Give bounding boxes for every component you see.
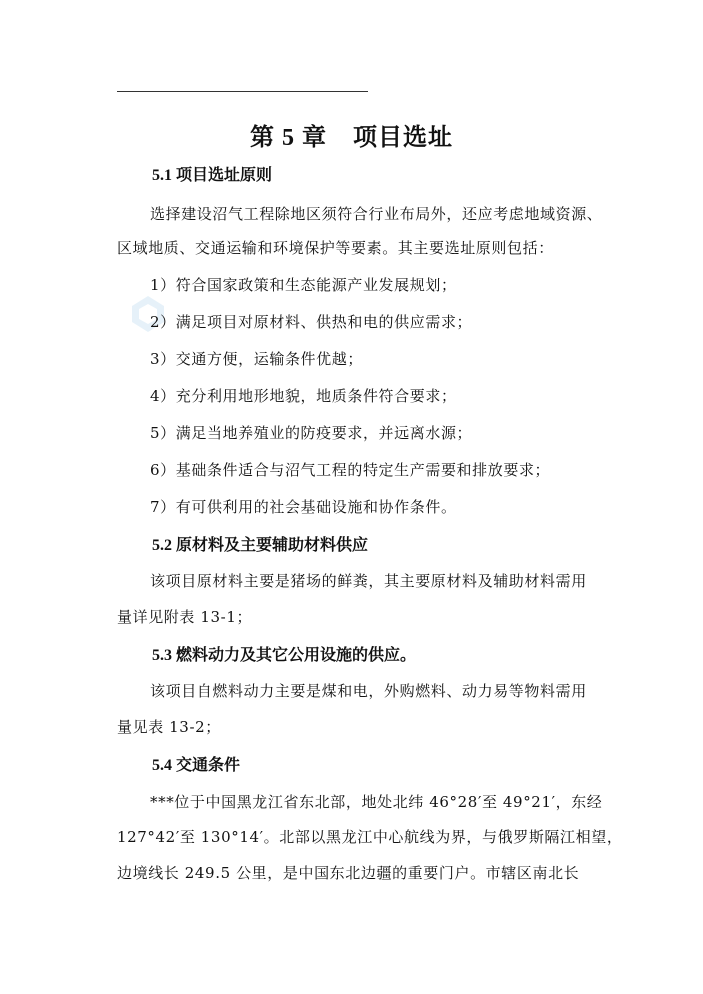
- chapter-title: [0, 117, 703, 152]
- section-5-4-line-2: 127°42′至 130°14′。北部以黑龙江中心航线为界，与俄罗斯隔江相望，: [117, 828, 623, 846]
- principle-item: 4）充分利用地形地貌，地质条件符合要求；: [150, 387, 457, 405]
- section-5-2-line-1: 该项目原材料主要是猪场的鲜粪，其主要原材料及辅助材料需用: [150, 572, 587, 590]
- section-5-1-intro-line-1: 选择建设沼气工程除地区须符合行业布局外，还应考虑地域资源、: [150, 205, 603, 223]
- section-5-1-heading: [152, 162, 272, 185]
- section-5-3-line-1: 该项目自燃料动力主要是煤和电，外购燃料、动力易等物料需用: [150, 682, 587, 700]
- principle-item: 6）基础条件适合与沼气工程的特定生产需要和排放要求；: [150, 461, 551, 479]
- header-rule: [117, 91, 368, 92]
- section-5-1-title: 项目选址原则: [176, 165, 273, 184]
- section-5-3-title: 燃料动力及其它公用设施的供应。: [176, 645, 417, 664]
- section-5-4-title: 交通条件: [176, 755, 241, 774]
- principle-item: 3）交通方便，运输条件优越；: [150, 350, 363, 368]
- section-5-2-line-2: 量详见附表 13-1；: [117, 608, 253, 626]
- section-5-1-number: 5.1: [152, 167, 172, 184]
- chapter-number: 第 5 章: [250, 125, 327, 151]
- section-5-1-intro-line-2: 区域地质、交通运输和环境保护等要素。其主要选址原则包括：: [117, 239, 554, 257]
- principle-item: 1）符合国家政策和生态能源产业发展规划；: [150, 276, 457, 294]
- section-5-3-line-2: 量见表 13-2；: [117, 718, 221, 736]
- section-5-4-heading: [152, 752, 240, 775]
- section-5-3-heading: [152, 642, 416, 665]
- chapter-name: 项目选址: [353, 122, 453, 151]
- principle-item: 5）满足当地养殖业的防疫要求，并远离水源；: [150, 424, 473, 442]
- section-5-4-line-3: 边境线长 249.5 公里，是中国东北边疆的重要门户。市辖区南北长: [117, 864, 580, 882]
- section-5-3-number: 5.3: [152, 647, 172, 664]
- principle-item: 7）有可供利用的社会基础设施和协作条件。: [150, 498, 457, 516]
- section-5-4-line-1: ***位于中国黑龙江省东北部，地处北纬 46°28′至 49°21′，东经: [150, 793, 603, 811]
- section-5-2-heading: [152, 532, 368, 555]
- section-5-2-title: 原材料及主要辅助材料供应: [176, 535, 369, 554]
- section-5-2-number: 5.2: [152, 537, 172, 554]
- section-5-4-number: 5.4: [152, 757, 172, 774]
- principle-item: 2）满足项目对原材料、供热和电的供应需求；: [150, 313, 473, 331]
